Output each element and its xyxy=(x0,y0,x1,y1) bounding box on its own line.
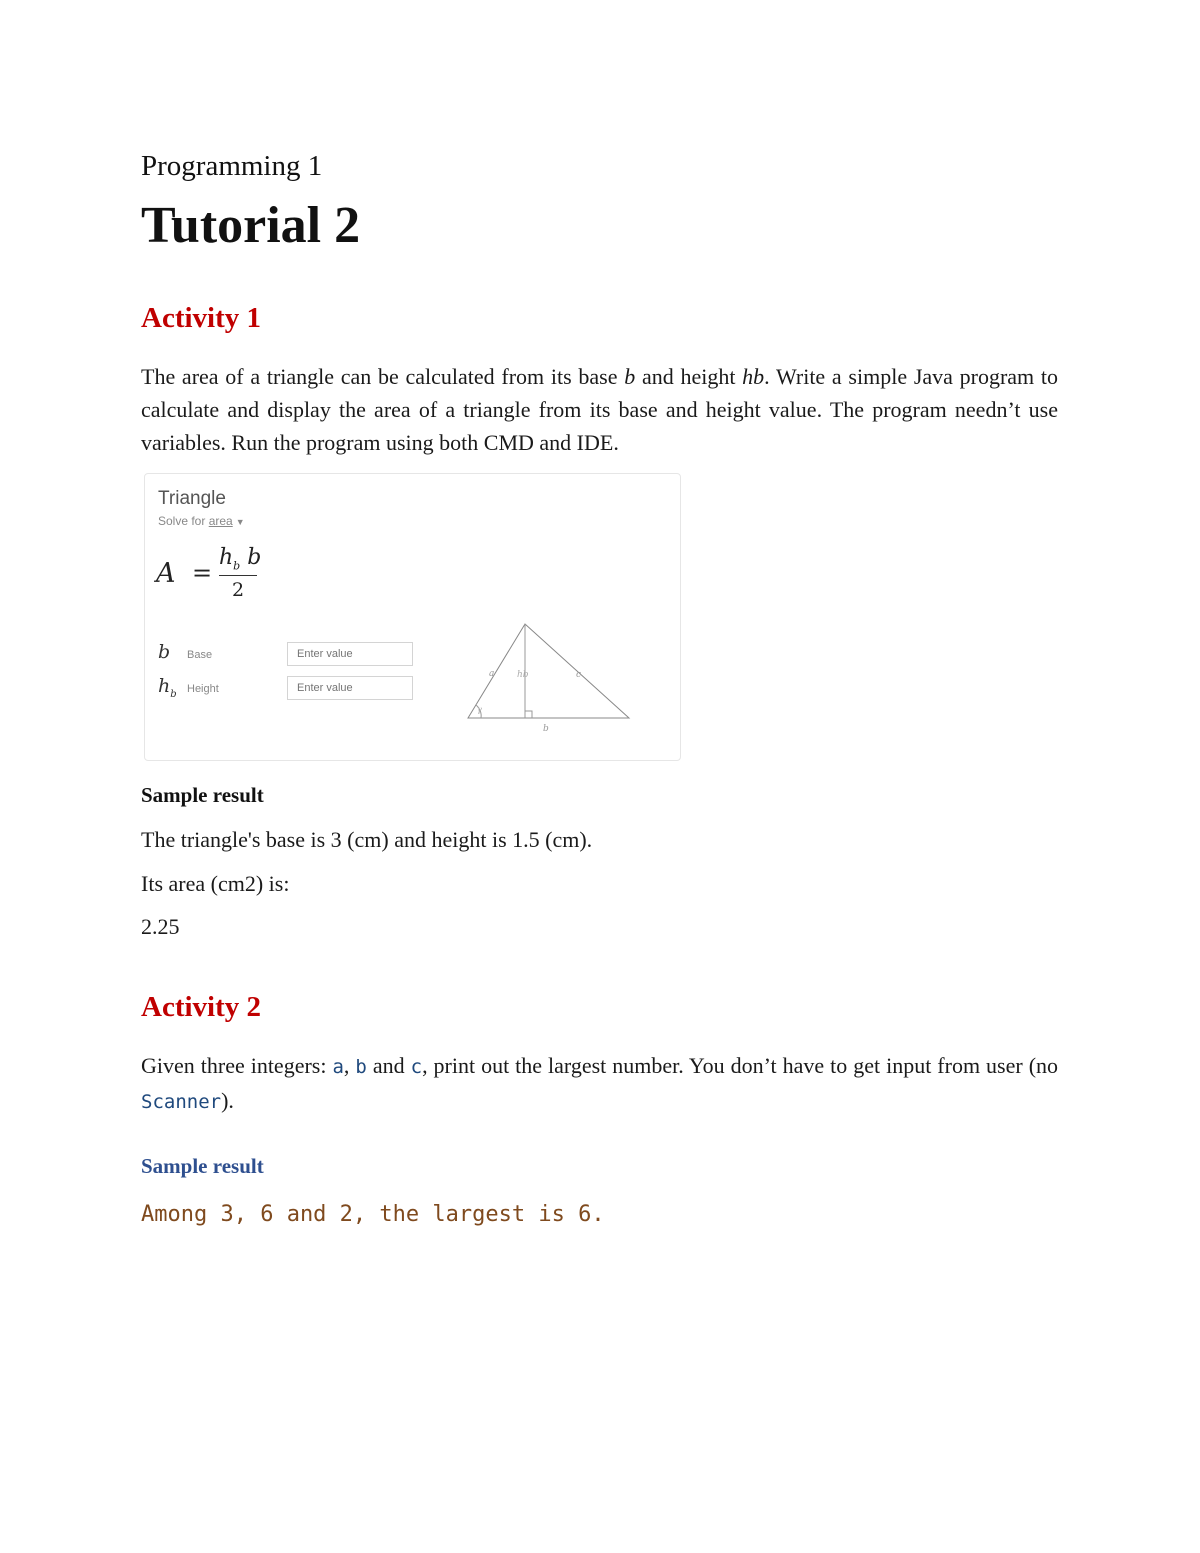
text-segment: and height xyxy=(635,364,743,389)
page-title: Tutorial 2 xyxy=(141,197,361,254)
activity-2-sample-output: Among 3, 6 and 2, the largest is 6. xyxy=(141,1202,605,1227)
variable-hb: hb xyxy=(742,364,765,389)
solve-for-target[interactable]: area xyxy=(208,514,233,528)
text-segment: , xyxy=(343,1053,356,1078)
activity-1-heading: Activity 1 xyxy=(141,302,261,334)
side-b-label: b xyxy=(543,724,549,734)
triangle-diagram xyxy=(463,619,638,739)
code-scanner: Scanner xyxy=(141,1091,222,1113)
height-input[interactable] xyxy=(287,676,413,700)
side-c-label: c xyxy=(576,670,582,680)
text-segment: , print out the largest number. You don’t have to get input from user (no xyxy=(422,1053,1059,1078)
right-angle-mark xyxy=(525,711,532,718)
base-input[interactable] xyxy=(287,642,413,666)
triangle-calculator-card xyxy=(144,473,681,761)
height-hb-label: hb xyxy=(517,670,529,680)
text-segment: ). xyxy=(221,1088,234,1113)
text-segment: and xyxy=(366,1053,411,1078)
code-c: c xyxy=(410,1056,423,1078)
activity-1-sample-heading: Sample result xyxy=(141,783,264,807)
sample-line-1: The triangle's base is 3 (cm) and height is 1.5 (cm). xyxy=(141,827,593,852)
variable-b: b xyxy=(624,364,636,389)
activity-1-description xyxy=(141,360,1058,459)
height-label: Height xyxy=(187,683,219,695)
base-symbol: b xyxy=(158,641,171,663)
solve-for-selector[interactable] xyxy=(158,514,245,528)
activity-2-description xyxy=(141,1049,1058,1119)
sample-line-3: 2.25 xyxy=(141,914,180,939)
area-formula xyxy=(156,544,276,614)
side-a-label: a xyxy=(489,669,495,679)
height-symbol: $h_b$ xyxy=(158,675,177,700)
text-segment: Given three integers: xyxy=(141,1053,333,1078)
activity-2-heading: Activity 2 xyxy=(141,991,261,1023)
text-segment: The area of a triangle can be calculated from its base xyxy=(141,364,625,389)
angle-gamma-label: γ xyxy=(477,705,482,714)
solve-for-label: Solve for xyxy=(158,514,209,528)
sample-line-2: Its area (cm2) is: xyxy=(141,871,290,896)
code-b: b xyxy=(355,1056,367,1078)
fraction-bar xyxy=(219,575,257,576)
formula-equals: = xyxy=(192,559,213,587)
caret-down-icon[interactable]: ▼ xyxy=(235,517,245,527)
formula-numerator: $h_b$ b xyxy=(219,545,262,573)
course-name: Programming 1 xyxy=(141,150,323,182)
code-a: a xyxy=(332,1056,344,1078)
calculator-title: Triangle xyxy=(158,488,226,509)
activity-2-sample-heading: Sample result xyxy=(141,1154,264,1178)
formula-denominator: 2 xyxy=(232,579,245,601)
formula-lhs: A xyxy=(156,558,176,589)
base-label: Base xyxy=(187,649,213,661)
text-segment: . Write a simple Java program to calculate and display the area of a triangle from its base and height value. The program needn’t use variables. Run the program using both CMD and IDE. xyxy=(141,364,1059,455)
